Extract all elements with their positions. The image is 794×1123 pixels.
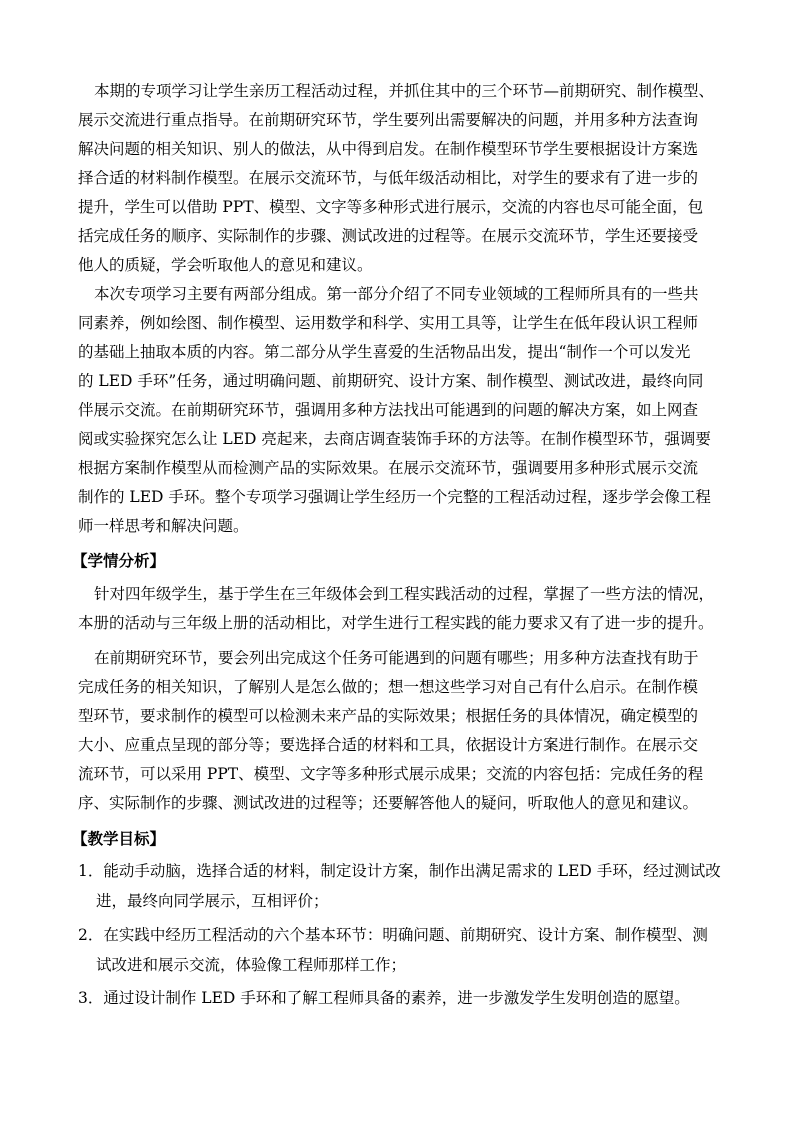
goal-item-1-line: 1．能动手动脑，选择合适的材料，制定设计方案，制作出满足需求的 LED 手环，经过测试改 <box>78 862 721 880</box>
intro-p2-line: 同素养，例如绘图、制作模型、运用数学和科学、实用工具等，让学生在低年段认识工程师 <box>78 314 699 332</box>
section-heading-analysis: 【学情分析】 <box>72 551 166 570</box>
intro-p2-line: 根据方案制作模型从而检测产品的实际效果。在展示交流环节，强调要用多种形式展示交流 <box>78 459 699 477</box>
goal-item-2-line: 2．在实践中经历工程活动的六个基本环节：明确问题、前期研究、设计方案、制作模型、测 <box>78 926 708 944</box>
goal-item-3-line: 3．通过设计制作 LED 手环和了解工程师具备的素养，进一步激发学生发明创造的愿望。 <box>78 989 690 1007</box>
intro-p2-line: 阅或实验探究怎么让 LED 亮起来，去商店调查装饰手环的方法等。在制作模型环节，强调要 <box>78 430 711 448</box>
intro-p1-line: 解决问题的相关知识、别人的做法，从中得到启发。在制作模型环节学生要根据设计方案选 <box>78 140 699 158</box>
intro-p1-line: 展示交流进行重点指导。在前期研究环节，学生要列出需要解决的问题，并用多种方法查询 <box>78 111 699 129</box>
intro-p2-line: 师一样思考和解决问题。 <box>78 517 249 535</box>
analysis-p2-line: 序、实际制作的步骤、测试改进的过程等；还要解答他人的疑问，听取他人的意见和建议。 <box>78 794 699 812</box>
analysis-p2-line: 在前期研究环节，要会列出完成这个任务可能遇到的问题有哪些；用多种方法查找有助于 <box>94 649 699 667</box>
analysis-p2-line: 型环节，要求制作的模型可以检测未来产品的实际效果；根据任务的具体情况，确定模型的 <box>78 707 699 725</box>
analysis-p1-line: 本册的活动与三年级上册的活动相比，对学生进行工程实践的能力要求又有了进一步的提升。 <box>78 614 714 632</box>
intro-p1-line: 提升，学生可以借助 PPT、模型、文字等多种形式进行展示，交流的内容也尽可能全面，包 <box>78 198 704 216</box>
intro-p2-line: 本次专项学习主要有两部分组成。第一部分介绍了不同专业领域的工程师所具有的一些共 <box>94 285 699 303</box>
analysis-p1-line: 针对四年级学生，基于学生在三年级体会到工程实践活动的过程，掌握了一些方法的情况， <box>94 585 715 603</box>
analysis-p2-line: 完成任务的相关知识，了解别人是怎么做的；想一想这些学习对自己有什么启示。在制作模 <box>78 678 699 696</box>
intro-p1-line: 择合适的材料制作模型。在展示交流环节，与低年级活动相比，对学生的要求有了进一步的 <box>78 169 699 187</box>
analysis-p2-line: 流环节，可以采用 PPT、模型、文字等多种形式展示成果；交流的内容包括：完成任务的程 <box>78 765 704 783</box>
intro-p2-line: 制作的 LED 手环。整个专项学习强调让学生经历一个完整的工程活动过程，逐步学会像工程 <box>78 488 711 506</box>
analysis-p2-line: 大小、应重点呈现的部分等；要选择合适的材料和工具，依据设计方案进行制作。在展示交 <box>78 736 699 754</box>
intro-p1-line: 括完成任务的顺序、实际制作的步骤、测试改进的过程等。在展示交流环节，学生还要接受 <box>78 227 699 245</box>
intro-p1-line: 他人的质疑，学会听取他人的意见和建议。 <box>78 256 373 274</box>
goal-item-2-line: 试改进和展示交流，体验像工程师那样工作； <box>96 956 407 974</box>
goal-item-1-line: 进，最终向同学展示，互相评价； <box>96 892 329 910</box>
intro-p2-line: 的 LED 手环”任务，通过明确问题、前期研究、设计方案、制作模型、测试改进，最终向同 <box>78 372 704 390</box>
intro-p1-line: 本期的专项学习让学生亲历工程活动过程，并抓住其中的三个环节—前期研究、制作模型、 <box>94 82 715 100</box>
section-heading-goals: 【教学目标】 <box>72 829 166 848</box>
intro-p2-line: 的基础上抽取本质的内容。第二部分从学生喜爱的生活物品出发，提出“制作一个可以发光 <box>78 343 691 361</box>
intro-p2-line: 伴展示交流。在前期研究环节，强调用多种方法找出可能遇到的问题的解决方案，如上网查 <box>78 401 699 419</box>
